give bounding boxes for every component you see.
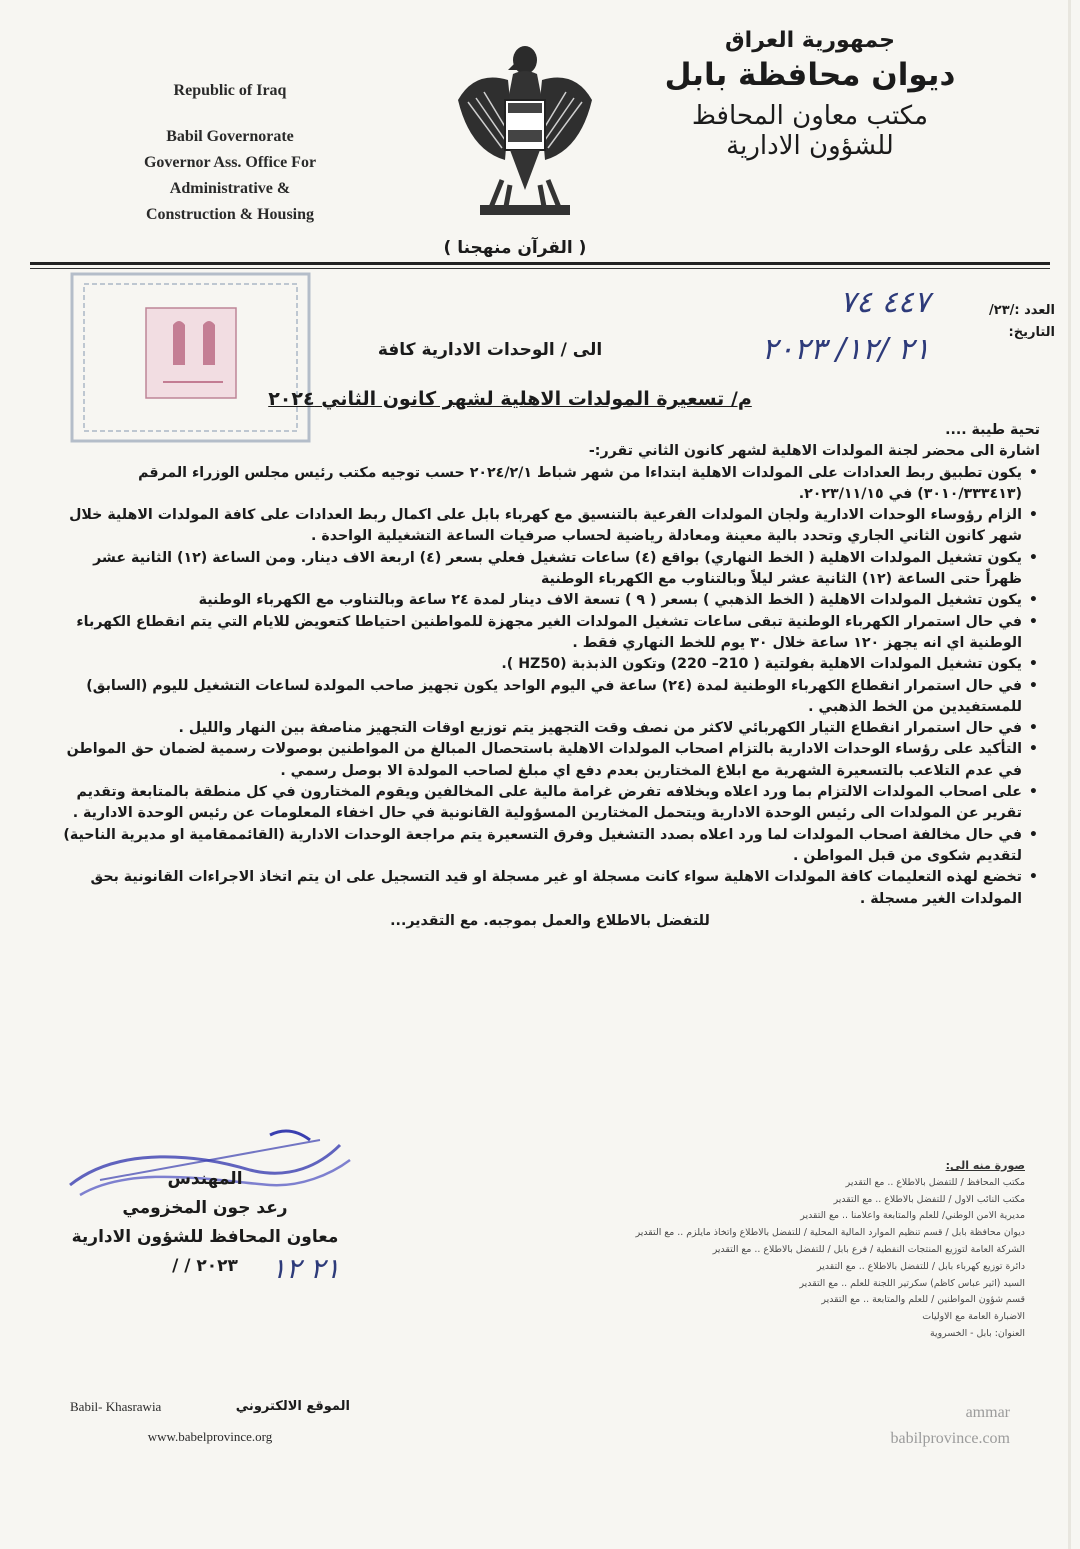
signatory-name: رعد جون المخزومي xyxy=(122,1198,288,1218)
footer-website-label: الموقع الالكتروني xyxy=(235,1399,350,1414)
footer-site: babilprovince.com xyxy=(890,1430,1010,1447)
list-item: • يكون تشغيل المولدات الاهلية بفولتية ( 210– 220) وتكون الذبذبة (HZ50 ). xyxy=(60,654,1022,675)
reference-number-label: العدد :/٢٣/ xyxy=(989,303,1055,318)
list-item: • يكون تشغيل المولدات الاهلية ( الخط الذهبي ) بسعر ( ٩ ) تسعة الاف دينار لمدة ٢٤ ساعة وبالتناوب مع الكهرباء الوطنية xyxy=(60,590,1022,611)
list-item: • يكون تشغيل المولدات الاهلية ( الخط النهاري) بواقع (٤) ساعات تشغيل فعلي بسعر (٤) اربعة الاف دينار. ومن الساعة (١٢) الثانية عشر ظهراً حتى الساعة (١٢) الثانية عشر ليلاً وبالتناوب مع الكهرباء الوطنية xyxy=(60,548,1022,591)
office-en-line2: Administrative & xyxy=(169,180,291,197)
list-item: • في حال استمرار انقطاع الكهرباء الوطنية لمدة (٢٤) ساعة في اليوم الواحد يكون تجهيز صاحب المولدة لساعات التشغيل لليوم (السابق) للمستفيدين من الخط الذهبي . xyxy=(60,676,1022,719)
english-letterhead xyxy=(95,78,365,228)
copies-heading: صورة منه الى: xyxy=(945,1159,1025,1172)
signatory-title: المهندس xyxy=(167,1169,243,1189)
list-item: • في حال مخالفة اصحاب المولدات لما ورد اعلاه بصدد التشغيل وفرق التسعيرة يتم مراجعة الوحدات الادارية (القائممقامية او مديرية الناحية) لتقديم شكوى من قبل المواطن . xyxy=(60,825,1022,868)
intro: اشارة الى محضر لجنة المولدات الاهلية لشهر كانون الثاني تقرر:- xyxy=(588,443,1040,460)
signature-date: ٢٠٢٣ / / xyxy=(172,1256,238,1276)
list-item: • في حال استمرار انقطاع التيار الكهربائي لاكثر من نصف وقت التجهيز يتم توزيع اوقات التجهيز مناصفة بين النهار والليل . xyxy=(60,718,1022,739)
governorate-en: Babil Governorate xyxy=(166,128,294,145)
closing-line: للتفضل بالاطلاع والعمل بموجبه. مع التقدير... xyxy=(390,912,710,929)
addressee: الى / الوحدات الادارية كافة xyxy=(377,340,603,360)
list-item: • يكون تطبيق ربط العدادات على المولدات الاهلية ابتداءا من شهر شباط ٢٠٢٤/٢/١ حسب توجيه مكتب رئيس مجلس الوزراء المرقم (٣٠١٠/٣٣٣٤١٣) في ٢٠٢٣/١١/١٥. xyxy=(60,463,1022,506)
footer-left xyxy=(70,1392,350,1452)
footer-website[interactable]: www.babelprovince.org xyxy=(147,1429,273,1444)
copy-line: ديوان محافظة بابل / قسم تنظيم الموارد المالية المحلية / للتفضل بالاطلاع واتخاذ مايلزم .. مع التقدير xyxy=(635,1227,1025,1239)
office-ar-line1: مكتب معاون المحافظ xyxy=(691,101,929,131)
office-en-line1: Governor Ass. Office For xyxy=(143,154,317,171)
list-item: • على اصحاب المولدات الالتزام بما ورد اعلاه وبخلافه تفرض غرامة مالية على المخالفين ويقوم المختارون في كل منطقة بالمتابعة وتقديم تقرير عن المولدات الى رئيس الوحدة الادارية ويتحمل المختارين المسؤولية القانونية في حال اخفاء المعلومات عن رئيس الوحدة الادارية . xyxy=(60,782,1022,825)
copies-list xyxy=(570,1158,1025,1343)
list-item: • الزام رؤوساء الوحدات الادارية ولجان المولدات الفرعية بالتنسيق مع كهرباء بابل على اكمال ربط العدادات على كافة المولدات الاهلية خلال شهر كانون الثاني الجاري وتحدد بالية معينة ومعادلة رياضية لحساب صرفيات الساعة التشغيلية الواحدة . xyxy=(60,505,1022,548)
header-rule-thin xyxy=(30,268,1050,269)
copy-line: العنوان: بابل - الخسروية xyxy=(929,1327,1025,1339)
reference-date-handwritten: ٢١ /١٢/ ٢٠٢٣ xyxy=(761,332,930,367)
copy-line: قسم شؤون المواطنين / للعلم والمتابعة .. مع التقدير xyxy=(821,1294,1025,1306)
copy-line: دائرة توزيع كهرباء بابل / للتفضل بالاطلاع .. مع التقدير xyxy=(817,1260,1025,1272)
reference-date-label: التاريخ: xyxy=(1008,325,1055,340)
letter-body xyxy=(60,420,1040,932)
decision-list xyxy=(60,463,1040,910)
country-ar: جمهورية العراق xyxy=(725,28,895,53)
motto: ( القرآن منهجنا ) xyxy=(443,238,587,258)
office-en-line3: Construction & Housing xyxy=(145,206,315,223)
copy-line: الاضبارة العامة مع الاوليات xyxy=(922,1311,1025,1323)
signatory-position: معاون المحافظ للشؤون الادارية xyxy=(71,1227,339,1247)
list-item: • تخضع لهذه التعليمات كافة المولدات الاهلية سواء كانت مسجلة او غير مسجلة او قيد التسجيل على ان يتم اتخاذ الاجراءات القانونية بحق المولدات الغير مسجلة . xyxy=(60,867,1022,910)
country-en: Republic of Iraq xyxy=(173,82,287,99)
arabic-letterhead xyxy=(660,28,960,161)
list-item: • في حال استمرار الكهرباء الوطنية تبقى ساعات تشغيل المولدات الغير مجهزة للمواطنين احتياطا كتعويض للايام التي يتم انقطاع الكهرباء الوطنية اي انه يجهز ١٢٠ ساعة خلال ٣٠ يوم للخط النهاري فقط . xyxy=(60,612,1022,655)
reference-number-handwritten: ٤٤٧ ٧٤ xyxy=(839,285,930,320)
header-rule xyxy=(30,262,1050,265)
footer-row xyxy=(70,1392,350,1422)
iraq-eagle-emblem-icon xyxy=(450,40,600,220)
governorate-ar: ديوان محافظة بابل xyxy=(664,57,956,93)
copy-line: مكتب النائب الاول / للتفضل بالاطلاع .. مع التقدير xyxy=(833,1193,1025,1205)
footer-right xyxy=(835,1400,1010,1452)
greeting: تحية طيبة .... xyxy=(945,422,1040,438)
copy-line: مديرية الامن الوطني/ للعلم والمتابعة واعلامنا .. مع التقدير xyxy=(800,1210,1025,1222)
copy-line: مكتب المحافظ / للتفضل بالاطلاع .. مع التقدير xyxy=(845,1176,1025,1188)
list-item: • التأكيد على رؤساء الوحدات الادارية بالتزام اصحاب المولدات الاهلية باستحصال المبالغ من المواطنين بوصولات رسمية لضمان حق المواطن في عدم التلاعب بالتسعيرة الشهرية مع ابلاغ المختارين بعدم دفع اي مبلغ لصاحب المولدة الا بوصل رسمي . xyxy=(60,739,1022,782)
subject-line: م/ تسعيرة المولدات الاهلية لشهر كانون الثاني ٢٠٢٤ xyxy=(268,388,752,410)
footer-address: Babil- Khasrawia xyxy=(70,1399,162,1414)
signature-date-handwritten: ٢١ ١٢ xyxy=(270,1252,340,1285)
footer-user: ammar xyxy=(965,1404,1010,1421)
copy-line: الشركة العامة لتوزيع المنتجات النفطية / فرع بابل / للتفضل بالاطلاع .. مع التقدير xyxy=(712,1243,1025,1255)
office-ar-line2: للشؤون الادارية xyxy=(726,131,894,161)
page-edge xyxy=(1068,0,1071,1549)
copy-line: السيد (اثير عباس كاظم) سكرتير اللجنة للعلم .. مع التقدير xyxy=(799,1277,1025,1289)
office-stamp-icon xyxy=(68,270,313,445)
